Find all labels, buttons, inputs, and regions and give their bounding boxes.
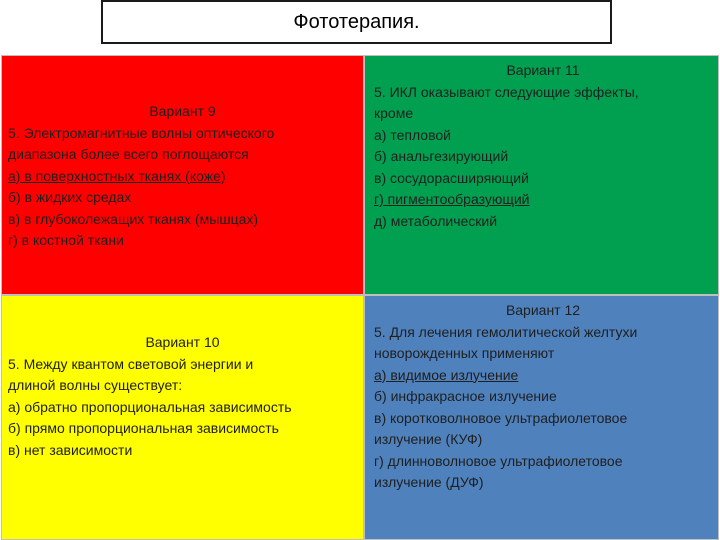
variant-11-option-e: д) метаболический	[374, 212, 498, 229]
variant-10-question-line-2: длиной волны существует:	[8, 377, 183, 393]
variant-11-option-a: а) тепловой	[374, 126, 451, 143]
variant-9-option-d: г) в костной ткани	[8, 232, 124, 248]
variant-10-question-line-1: 5. Между квантом световой энергии и	[8, 355, 254, 372]
variant-12-question-line-2: новорожденных применяют	[374, 345, 555, 361]
variant-10-panel	[1, 295, 364, 540]
variant-10-option-a: а) обратно пропорциональная зависимость	[8, 398, 292, 415]
slide-title: Фототерапия.	[101, 0, 612, 44]
variant-9-question-line-1: 5. Электромагнитные волны оптического	[8, 124, 275, 141]
variant-12-option-c-line-2: излучение (КУФ)	[374, 431, 483, 447]
variant-12-option-d-line-2: излучение (ДУФ)	[374, 474, 484, 490]
variant-10-option-c: в) нет зависимости	[8, 441, 133, 458]
variant-12-option-d-line-1: г) длинноволновое ультрафиолетовое	[374, 452, 623, 469]
variant-11-option-b: б) анальгезирующий	[374, 148, 509, 164]
variant-12-panel	[364, 295, 719, 540]
variant-9-question-line-2: диапазона более всего поглощаются	[8, 146, 249, 162]
variant-9-heading: Вариант 9	[149, 103, 216, 119]
variant-11-panel	[364, 55, 719, 295]
variant-12-option-b: б) инфракрасное излучение	[374, 388, 557, 404]
variant-9-panel	[1, 55, 364, 295]
variant-10-option-b: б) прямо пропорциональная зависимость	[8, 420, 279, 436]
variant-11-option-d: г) пигментообразующий	[374, 191, 530, 207]
variant-9-option-b: б) в жидких средах	[8, 189, 132, 205]
variant-11-question-line-1: 5. ИКЛ оказывают следующие эффекты,	[374, 83, 639, 100]
variant-11-option-c: в) сосудорасширяющий	[374, 169, 529, 186]
variant-9-option-a: а) в поверхностных тканях (коже)	[8, 167, 226, 184]
variant-9-option-c: в) в глубоколежащих тканях (мышцах)	[8, 210, 259, 227]
variant-12-heading: Вариант 12	[505, 302, 581, 318]
variant-10-heading: Вариант 10	[145, 334, 220, 350]
variant-12-option-c-line-1: в) коротковолновое ультрафиолетовое	[374, 409, 628, 426]
variant-11-heading: Вариант 11	[506, 62, 580, 78]
variant-12-option-a: а) видимое излучение	[374, 366, 519, 383]
variant-12-question-line-1: 5. Для лечения гемолитической желтухи	[374, 323, 638, 340]
variant-11-question-line-2: кроме	[374, 105, 414, 121]
